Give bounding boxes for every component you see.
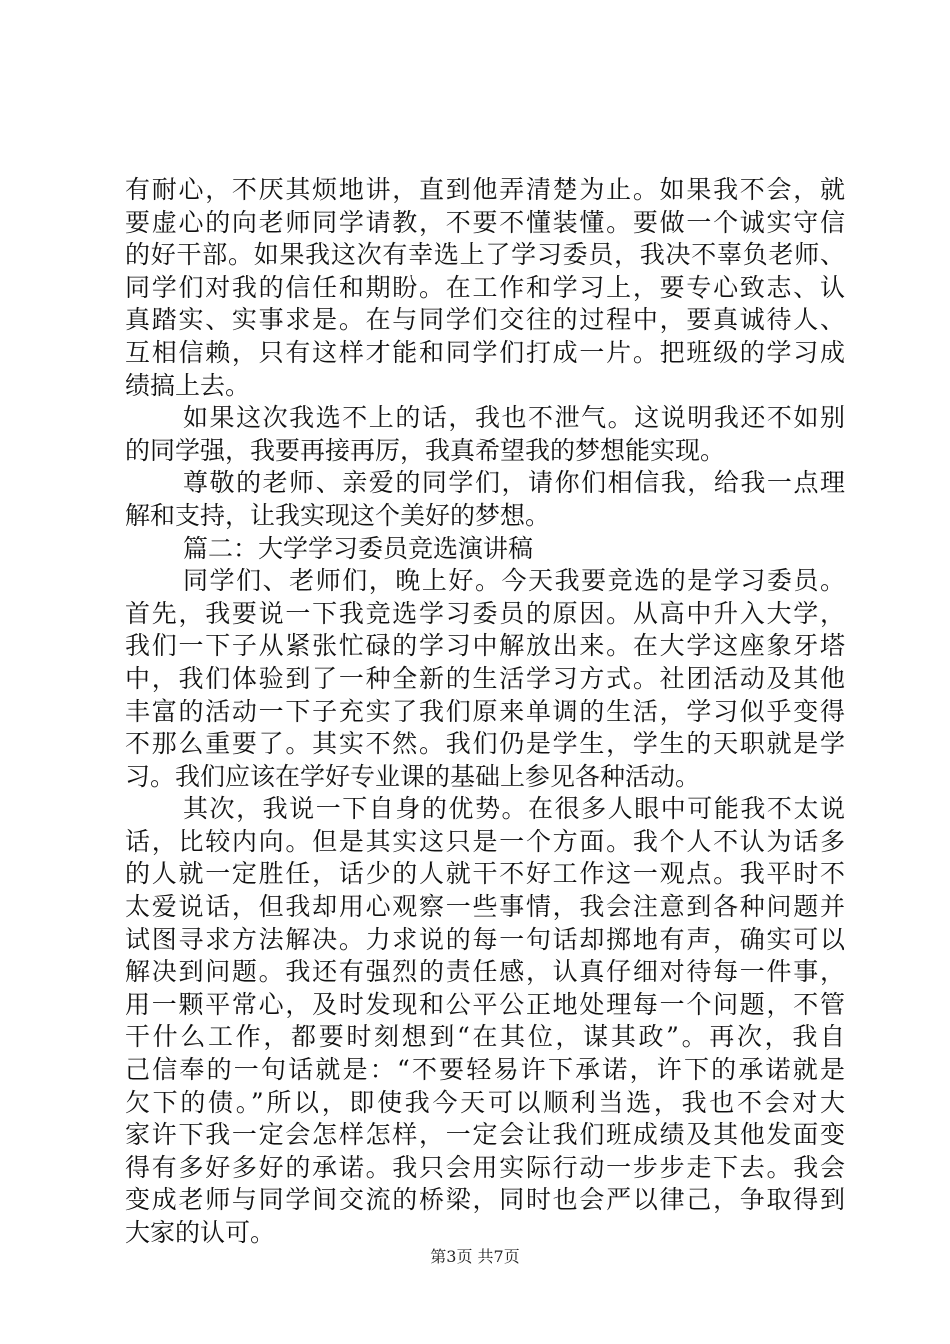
text-line: 要虚心的向老师同学请教，不要不懂装懂。要做一个诚实守信: [125, 207, 845, 237]
text-line: 如果这次我选不上的话，我也不泄气。这说明我还不如别: [183, 403, 845, 433]
text-line: 同学们、老师们，晚上好。今天我要竞选的是学习委员。: [183, 566, 845, 596]
text-line: 同学们对我的信任和期盼。在工作和学习上，要专心致志、认: [125, 272, 845, 302]
text-line: 其次，我说一下自身的优势。在很多人眼中可能我不太说: [183, 794, 845, 824]
text-line: 真踏实、实事求是。在与同学们交往的过程中，要真诚待人、: [125, 305, 845, 335]
text-line: 不那么重要了。其实不然。我们仍是学生，学生的天职就是学: [125, 729, 845, 759]
text-line: 的人就一定胜任，话少的人就干不好工作这一观点。我平时不: [125, 859, 845, 889]
text-line: 大家的认可。: [125, 1218, 276, 1247]
page-footer: 第3页 共7页: [430, 1247, 520, 1266]
text-line: 丰富的活动一下子充实了我们原来单调的生活，学习似乎变得: [125, 696, 845, 726]
text-line: 用一颗平常心，及时发现和公平公正地处理每一个问题，不管: [125, 989, 845, 1019]
text-line: 有耐心，不厌其烦地讲，直到他弄清楚为止。如果我不会，就: [125, 175, 845, 204]
text-line: 习。我们应该在学好专业课的基础上参见各种活动。: [125, 761, 701, 791]
text-line: 中，我们体验到了一种全新的生活学习方式。社团活动及其他: [125, 663, 845, 693]
text-line: 话，比较内向。但是其实这只是一个方面。我个人不认为话多: [125, 826, 845, 856]
text-line: 的好干部。如果我这次有幸选上了学习委员，我决不辜负老师、: [125, 240, 845, 270]
text-line: 试图寻求方法解决。力求说的每一句话却掷地有声，确实可以: [125, 924, 845, 954]
text-line: 欠下的债。”所以，即使我今天可以顺利当选，我也不会对大: [125, 1087, 845, 1117]
text-line: 解和支持，让我实现这个美好的梦想。: [125, 500, 551, 530]
text-line: 干什么工作，都要时刻想到“在其位，谋其政”。再次，我自: [125, 1022, 845, 1052]
text-line: 绩搞上去。: [125, 370, 251, 400]
text-line: 变成老师与同学间交流的桥梁，同时也会严以律己，争取得到: [125, 1185, 845, 1215]
text-line: 得有多好多好的承诺。我只会用实际行动一步步走下去。我会: [125, 1152, 845, 1182]
text-line: 家许下我一定会怎样怎样，一定会让我们班成绩及其他发面变: [125, 1120, 845, 1150]
text-line: 首先，我要说一下我竞选学习委员的原因。从高中升入大学，: [125, 598, 845, 628]
text-line: 我们一下子从紧张忙碌的学习中解放出来。在大学这座象牙塔: [125, 631, 845, 661]
text-line: 互相信赖，只有这样才能和同学们打成一片。把班级的学习成: [125, 337, 845, 367]
text-line: 尊敬的老师、亲爱的同学们，请你们相信我，给我一点理: [183, 468, 845, 498]
document-body: [125, 174, 845, 1250]
text-line: 太爱说话，但我却用心观察一些事情，我会注意到各种问题并: [125, 892, 845, 922]
text-line: 解决到问题。我还有强烈的责任感，认真仔细对待每一件事，: [125, 957, 845, 987]
text-line: 的同学强，我要再接再厉，我真希望我的梦想能实现。: [125, 435, 726, 465]
text-line: 篇二：大学学习委员竞选演讲稿: [183, 533, 534, 563]
text-line: 己信奉的一句话就是：“不要轻易许下承诺，许下的承诺就是: [125, 1055, 845, 1085]
